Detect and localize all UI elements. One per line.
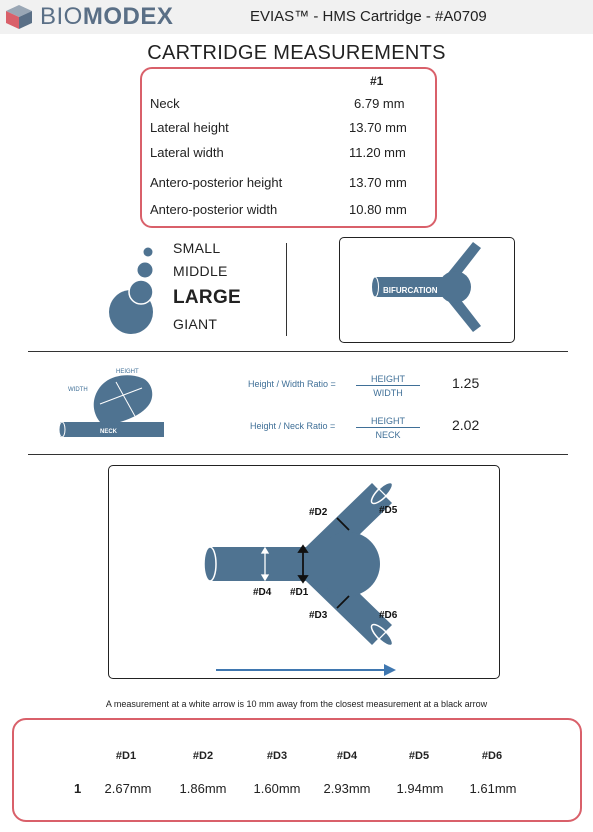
fraction-line — [356, 427, 420, 428]
ratio-value-height-width: 1.25 — [452, 375, 480, 391]
label-d2: #D2 — [309, 507, 328, 518]
measurement-label-lateral-width: Lateral width — [150, 145, 224, 160]
ratio-value-height-neck: 2.02 — [452, 417, 480, 433]
aneurysm-ratio-diagram — [56, 362, 170, 442]
diameter-value-d1: 2.67mm — [104, 781, 152, 796]
diameter-value-d4: 2.93mm — [323, 781, 371, 796]
biomodex-logo — [4, 4, 173, 30]
size-label-small: SMALL — [173, 240, 221, 256]
header-bar — [0, 0, 593, 34]
section-divider-top — [28, 351, 568, 352]
document-title: EVIAS™ - HMS Cartridge - #A0709 — [250, 8, 487, 25]
diameter-value-d2: 1.86mm — [179, 781, 227, 796]
diameter-header-d2: #D2 — [192, 750, 214, 762]
size-middle-circle — [138, 263, 153, 278]
diameter-header-d5: #D5 — [408, 750, 430, 762]
ratio-numerator-height-width: HEIGHT — [370, 374, 405, 384]
diameter-header-d1: #D1 — [115, 750, 137, 762]
ratio-denominator-height-neck: NECK — [375, 430, 401, 440]
location-label: BIFURCATION — [383, 286, 438, 295]
width-label: WIDTH — [68, 387, 88, 393]
diameter-value-d6: 1.61mm — [469, 781, 517, 796]
measurement-label-ap-height: Antero-posterior height — [150, 175, 283, 190]
ratio-numerator-height-neck: HEIGHT — [370, 416, 405, 426]
diameter-header-d4: #D4 — [336, 750, 358, 762]
ratio-denominator-height-width: WIDTH — [373, 388, 403, 398]
vertical-divider — [286, 243, 287, 336]
size-label-large: LARGE — [173, 287, 241, 308]
label-d5: #D5 — [379, 505, 398, 516]
measurement-label-neck: Neck — [150, 96, 180, 111]
label-d4: #D4 — [253, 587, 272, 598]
ratio-label-height-width: Height / Width Ratio = — [248, 379, 336, 389]
measurement-value-lateral-width: 11.20 mm — [349, 145, 406, 160]
page-title: CARTRIDGE MEASUREMENTS — [147, 42, 446, 64]
fraction-line — [356, 385, 420, 386]
measurement-value-ap-width: 10.80 mm — [349, 202, 407, 217]
measurements-column-header: #1 — [370, 74, 384, 88]
label-d6: #D6 — [379, 610, 398, 621]
ratio-label-height-neck: Height / Neck Ratio = — [250, 421, 336, 431]
bifurcation-icon — [339, 237, 515, 343]
biomodex-cube-icon — [4, 4, 34, 30]
size-label-middle: MIDDLE — [173, 263, 228, 279]
logo-text-light: BIO — [40, 3, 83, 30]
measurement-label-ap-width: Antero-posterior width — [150, 202, 278, 217]
label-d3: #D3 — [309, 610, 328, 621]
diameter-header-d6: #D6 — [481, 750, 503, 762]
size-label-giant: GIANT — [173, 316, 218, 332]
vessel-diameter-diagram — [108, 465, 500, 679]
measurement-value-lateral-height: 13.70 mm — [349, 120, 407, 135]
section-divider-bottom — [28, 454, 568, 455]
diameter-row-label: 1 — [74, 781, 82, 796]
measurement-note: A measurement at a white arrow is 10 mm away from the closest measurement at a black arrow — [105, 699, 488, 709]
diameters-box — [12, 718, 582, 822]
measurement-value-neck: 6.79 mm — [354, 96, 405, 111]
neck-label: NECK — [100, 429, 118, 435]
size-scale-graphic — [100, 240, 170, 340]
label-d1: #D1 — [290, 587, 309, 598]
height-label: HEIGHT — [116, 369, 139, 375]
size-small-circle — [144, 248, 153, 257]
measurement-label-lateral-height: Lateral height — [150, 120, 229, 135]
diameter-header-d3: #D3 — [266, 750, 288, 762]
diameter-value-d5: 1.94mm — [396, 781, 444, 796]
logo-text-bold: MODEX — [82, 3, 174, 30]
diameter-value-d3: 1.60mm — [253, 781, 301, 796]
measurement-value-ap-height: 13.70 mm — [349, 175, 407, 190]
